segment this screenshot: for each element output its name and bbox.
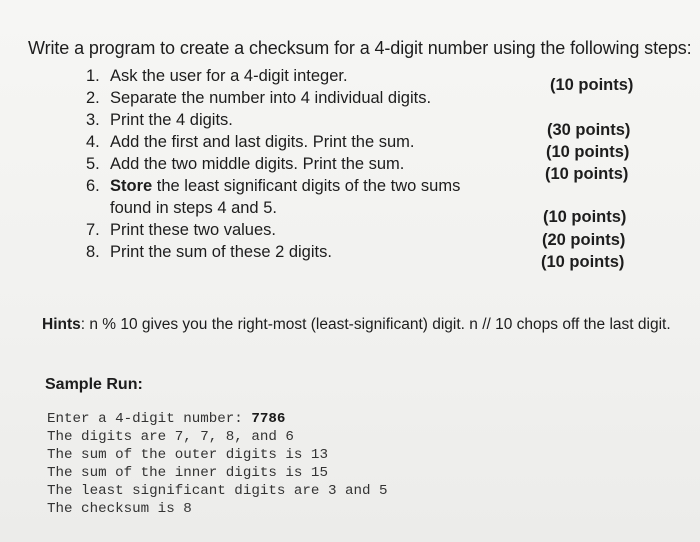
sample-run-output xyxy=(47,410,388,518)
step-text: Ask the user for a 4-digit integer. xyxy=(110,67,348,85)
hints-text: : n % 10 gives you the right-most (least-significant) digit. n // 10 chops off the last digit. xyxy=(80,316,671,333)
sample-output-line: The digits are 7, 7, 8, and 6 xyxy=(47,429,294,445)
points-label: (10 points) xyxy=(545,165,629,183)
sample-prompt-line xyxy=(47,410,388,428)
points-label: (10 points) xyxy=(541,253,625,271)
step-text-continued: found in steps 4 and 5. xyxy=(110,199,277,217)
step-number: 3. xyxy=(86,111,100,129)
steps-list xyxy=(86,65,486,263)
step-number: 7. xyxy=(86,221,100,239)
assignment-intro: Write a program to create a checksum for a 4-digit number using the following steps: xyxy=(28,38,692,58)
sample-prompt: Enter a 4-digit number: xyxy=(47,411,252,427)
step-emphasis: Store xyxy=(110,177,153,195)
step-1 xyxy=(86,65,486,87)
hints-label: Hints xyxy=(42,316,81,333)
step-2 xyxy=(86,87,486,109)
sample-output-line: The least significant digits are 3 and 5 xyxy=(47,483,388,499)
sample-run-title: Sample Run: xyxy=(45,376,143,393)
step-number: 1. xyxy=(86,67,100,85)
points-label: (20 points) xyxy=(542,231,626,249)
step-text: Separate the number into 4 individual digits. xyxy=(110,89,432,107)
step-text: Print the sum of these 2 digits. xyxy=(110,243,332,261)
step-text: Print the 4 digits. xyxy=(110,111,233,129)
step-number: 8. xyxy=(86,243,100,261)
points-label: (30 points) xyxy=(547,121,631,139)
points-label: (10 points) xyxy=(550,76,634,94)
step-8 xyxy=(86,241,486,263)
step-number: 6. xyxy=(86,177,100,195)
step-text: Add the first and last digits. Print the sum. xyxy=(110,133,415,151)
step-text: Print these two values. xyxy=(110,221,276,239)
points-label: (10 points) xyxy=(546,143,630,161)
step-number: 4. xyxy=(86,133,100,151)
step-text: Add the two middle digits. Print the sum. xyxy=(110,155,405,173)
step-4 xyxy=(86,131,486,153)
step-5 xyxy=(86,153,486,175)
points-label: (10 points) xyxy=(543,208,627,226)
hints-paragraph xyxy=(42,315,682,334)
step-6 xyxy=(86,175,486,219)
step-number: 2. xyxy=(86,89,100,107)
step-3 xyxy=(86,109,486,131)
sample-output-line: The sum of the inner digits is 15 xyxy=(47,465,328,481)
sample-output-line: The checksum is 8 xyxy=(47,501,192,517)
step-text xyxy=(110,175,486,197)
sample-output-line: The sum of the outer digits is 13 xyxy=(47,447,328,463)
sample-input-value: 7786 xyxy=(251,411,286,427)
step-7 xyxy=(86,219,486,241)
step-text-rest: the least significant digits of the two sums xyxy=(152,177,461,195)
step-number: 5. xyxy=(86,155,100,173)
